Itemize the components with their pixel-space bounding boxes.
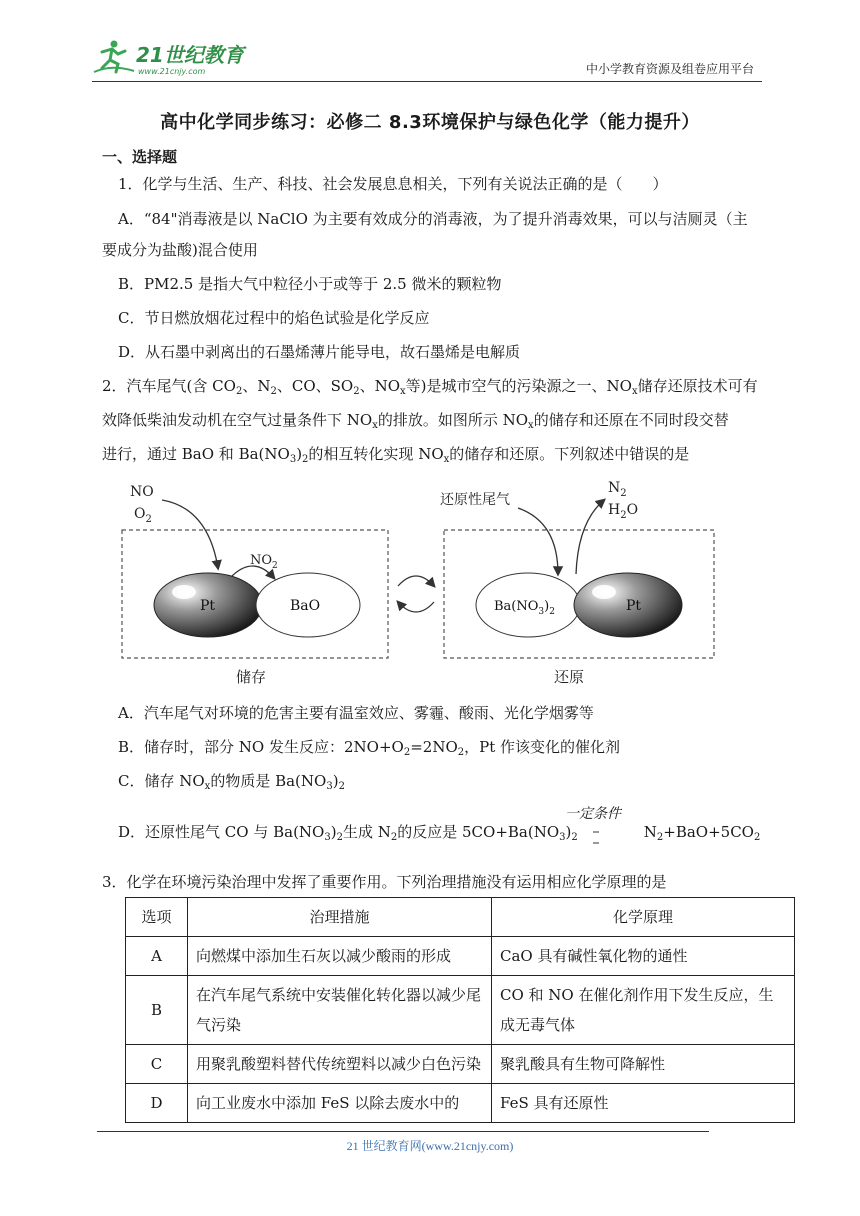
table-header-cell: 选项 <box>126 898 188 937</box>
q2-option-a: A．汽车尾气对环境的危害主要有温室效应、雾霾、酸雨、光化学烟雾等 <box>118 704 594 722</box>
table-cell: 聚乳酸具有生物可降解性 <box>492 1045 795 1084</box>
table-cell: 向燃煤中添加生石灰以减少酸雨的形成 <box>188 937 492 976</box>
q2-option-b: B．储存时，部分 NO 发生反应：$2NO+O_2=2NO_2$，Pt 作该变化的催化剂 <box>118 738 621 758</box>
table-cell: FeS 具有还原性 <box>492 1084 795 1123</box>
label-bao: BaO <box>290 598 321 614</box>
table-cell: CaO 具有碱性氧化物的通性 <box>492 937 795 976</box>
table-cell: 在汽车尾气系统中安装催化转化器以减少尾气污染 <box>188 976 492 1045</box>
page-header <box>92 34 762 82</box>
page-title: 高中化学同步练习：必修二 8.3环境保护与绿色化学（能力提升） <box>160 112 700 133</box>
equals-sign-mark <box>590 826 604 848</box>
table-cell: C <box>126 1045 188 1084</box>
label-reduction: 还原 <box>554 668 585 686</box>
arrow-in-storage <box>162 500 218 568</box>
nox-storage-reduction-diagram <box>118 478 718 688</box>
q2-stem-line3: 进行，通过 BaO 和 $Ba(NO_3)_2$的相互转化实现 $NO_x$的储存和还原。下列叙述中错误的是 <box>102 445 690 465</box>
logo-main-text: 21世纪教育 <box>136 43 244 67</box>
q2-option-d: D．还原性尾气 CO 与 $Ba(NO_3)_2$生成 $N_2$的反应是 $5CO+Ba(NO_3)_2$ $N_2+BaO+5CO_2$ <box>118 823 761 843</box>
table-cell: D <box>126 1084 188 1123</box>
table-cell: 用聚乳酸塑料替代传统塑料以减少白色污染 <box>188 1045 492 1084</box>
q3-stem: 3．化学在环境污染治理中发挥了重要作用。下列治理措施没有运用相应化学原理的是 <box>102 873 667 891</box>
table-row <box>126 1084 795 1123</box>
reaction-condition: 一定条件 <box>565 806 621 822</box>
footer-divider <box>97 1131 709 1132</box>
label-bano32: $Ba(NO_3)_2$ <box>494 599 555 617</box>
label-no2: $NO_2$ <box>250 553 278 571</box>
table-header-cell: 治理措施 <box>188 898 492 937</box>
q1-stem: 1．化学与生活、生产、科技、社会发展息息相关，下列有关说法正确的是（ ） <box>118 175 668 193</box>
label-pt-left: Pt <box>200 598 216 614</box>
label-reducing-gas: 还原性尾气 <box>440 492 510 508</box>
table-header-row <box>126 898 795 937</box>
label-pt-right: Pt <box>626 598 642 614</box>
label-o2: $O_2$ <box>134 506 152 525</box>
table-row <box>126 976 795 1045</box>
label-n2: $N_2$ <box>608 480 627 499</box>
q3-table <box>125 897 795 1123</box>
arrow-out-reduction <box>576 500 604 574</box>
q1-option-d: D．从石墨中剥离出的石墨烯薄片能导电，故石墨烯是电解质 <box>118 343 521 361</box>
label-no: NO <box>130 484 154 500</box>
q2-stem-line2: 效降低柴油发动机在空气过量条件下 $NO_x$的排放。如图所示 $NO_x$的储存和还原在不同时段交替 <box>102 411 729 431</box>
table-header-cell: 化学原理 <box>492 898 795 937</box>
logo-url-text: www.21cnjy.com <box>138 67 206 76</box>
site-logo <box>92 38 262 78</box>
q1-option-c: C．节日燃放烟花过程中的焰色试验是化学反应 <box>118 309 430 327</box>
table-cell: A <box>126 937 188 976</box>
arrow-in-reduction <box>518 508 558 574</box>
platform-name: 中小学教育资源及组卷应用平台 <box>585 62 754 76</box>
table-cell: CO 和 NO 在催化剂作用下发生反应，生成无毒气体 <box>492 976 795 1045</box>
section-heading: 一、选择题 <box>102 148 178 166</box>
cycle-arrow-bottom <box>398 602 434 612</box>
q1-option-a-line2: 要成分为盐酸)混合使用 <box>102 241 258 259</box>
table-cell: B <box>126 976 188 1045</box>
table-row <box>126 937 795 976</box>
label-h2o: $H_2O$ <box>608 502 639 521</box>
q2-option-c: C．储存 $NO_x$的物质是 $Ba(NO_3)_2$ <box>118 772 345 792</box>
q2-stem-line1: 2．汽车尾气(含 $CO_2$、$N_2$、CO、$SO_2$、$NO_x$等)是城市空气的污染源之一、$NO_x$储存还原技术可有 <box>102 377 758 397</box>
cycle-arrow-top <box>398 576 434 586</box>
table-cell: 向工业废水中添加 FeS 以除去废水中的 <box>188 1084 492 1123</box>
table-row <box>126 1045 795 1084</box>
footer-link[interactable]: 21 世纪教育网(www.21cnjy.com) <box>346 1139 514 1153</box>
q1-option-b: B．PM2.5 是指大气中粒径小于或等于 2.5 微米的颗粒物 <box>118 275 502 293</box>
q1-option-a-line1: A．“84"消毒液是以 NaClO 为主要有效成分的消毒液，为了提升消毒效果，可以与洁厕灵（主 <box>118 210 748 228</box>
runner-icon <box>94 41 134 73</box>
label-storage: 储存 <box>236 668 267 686</box>
